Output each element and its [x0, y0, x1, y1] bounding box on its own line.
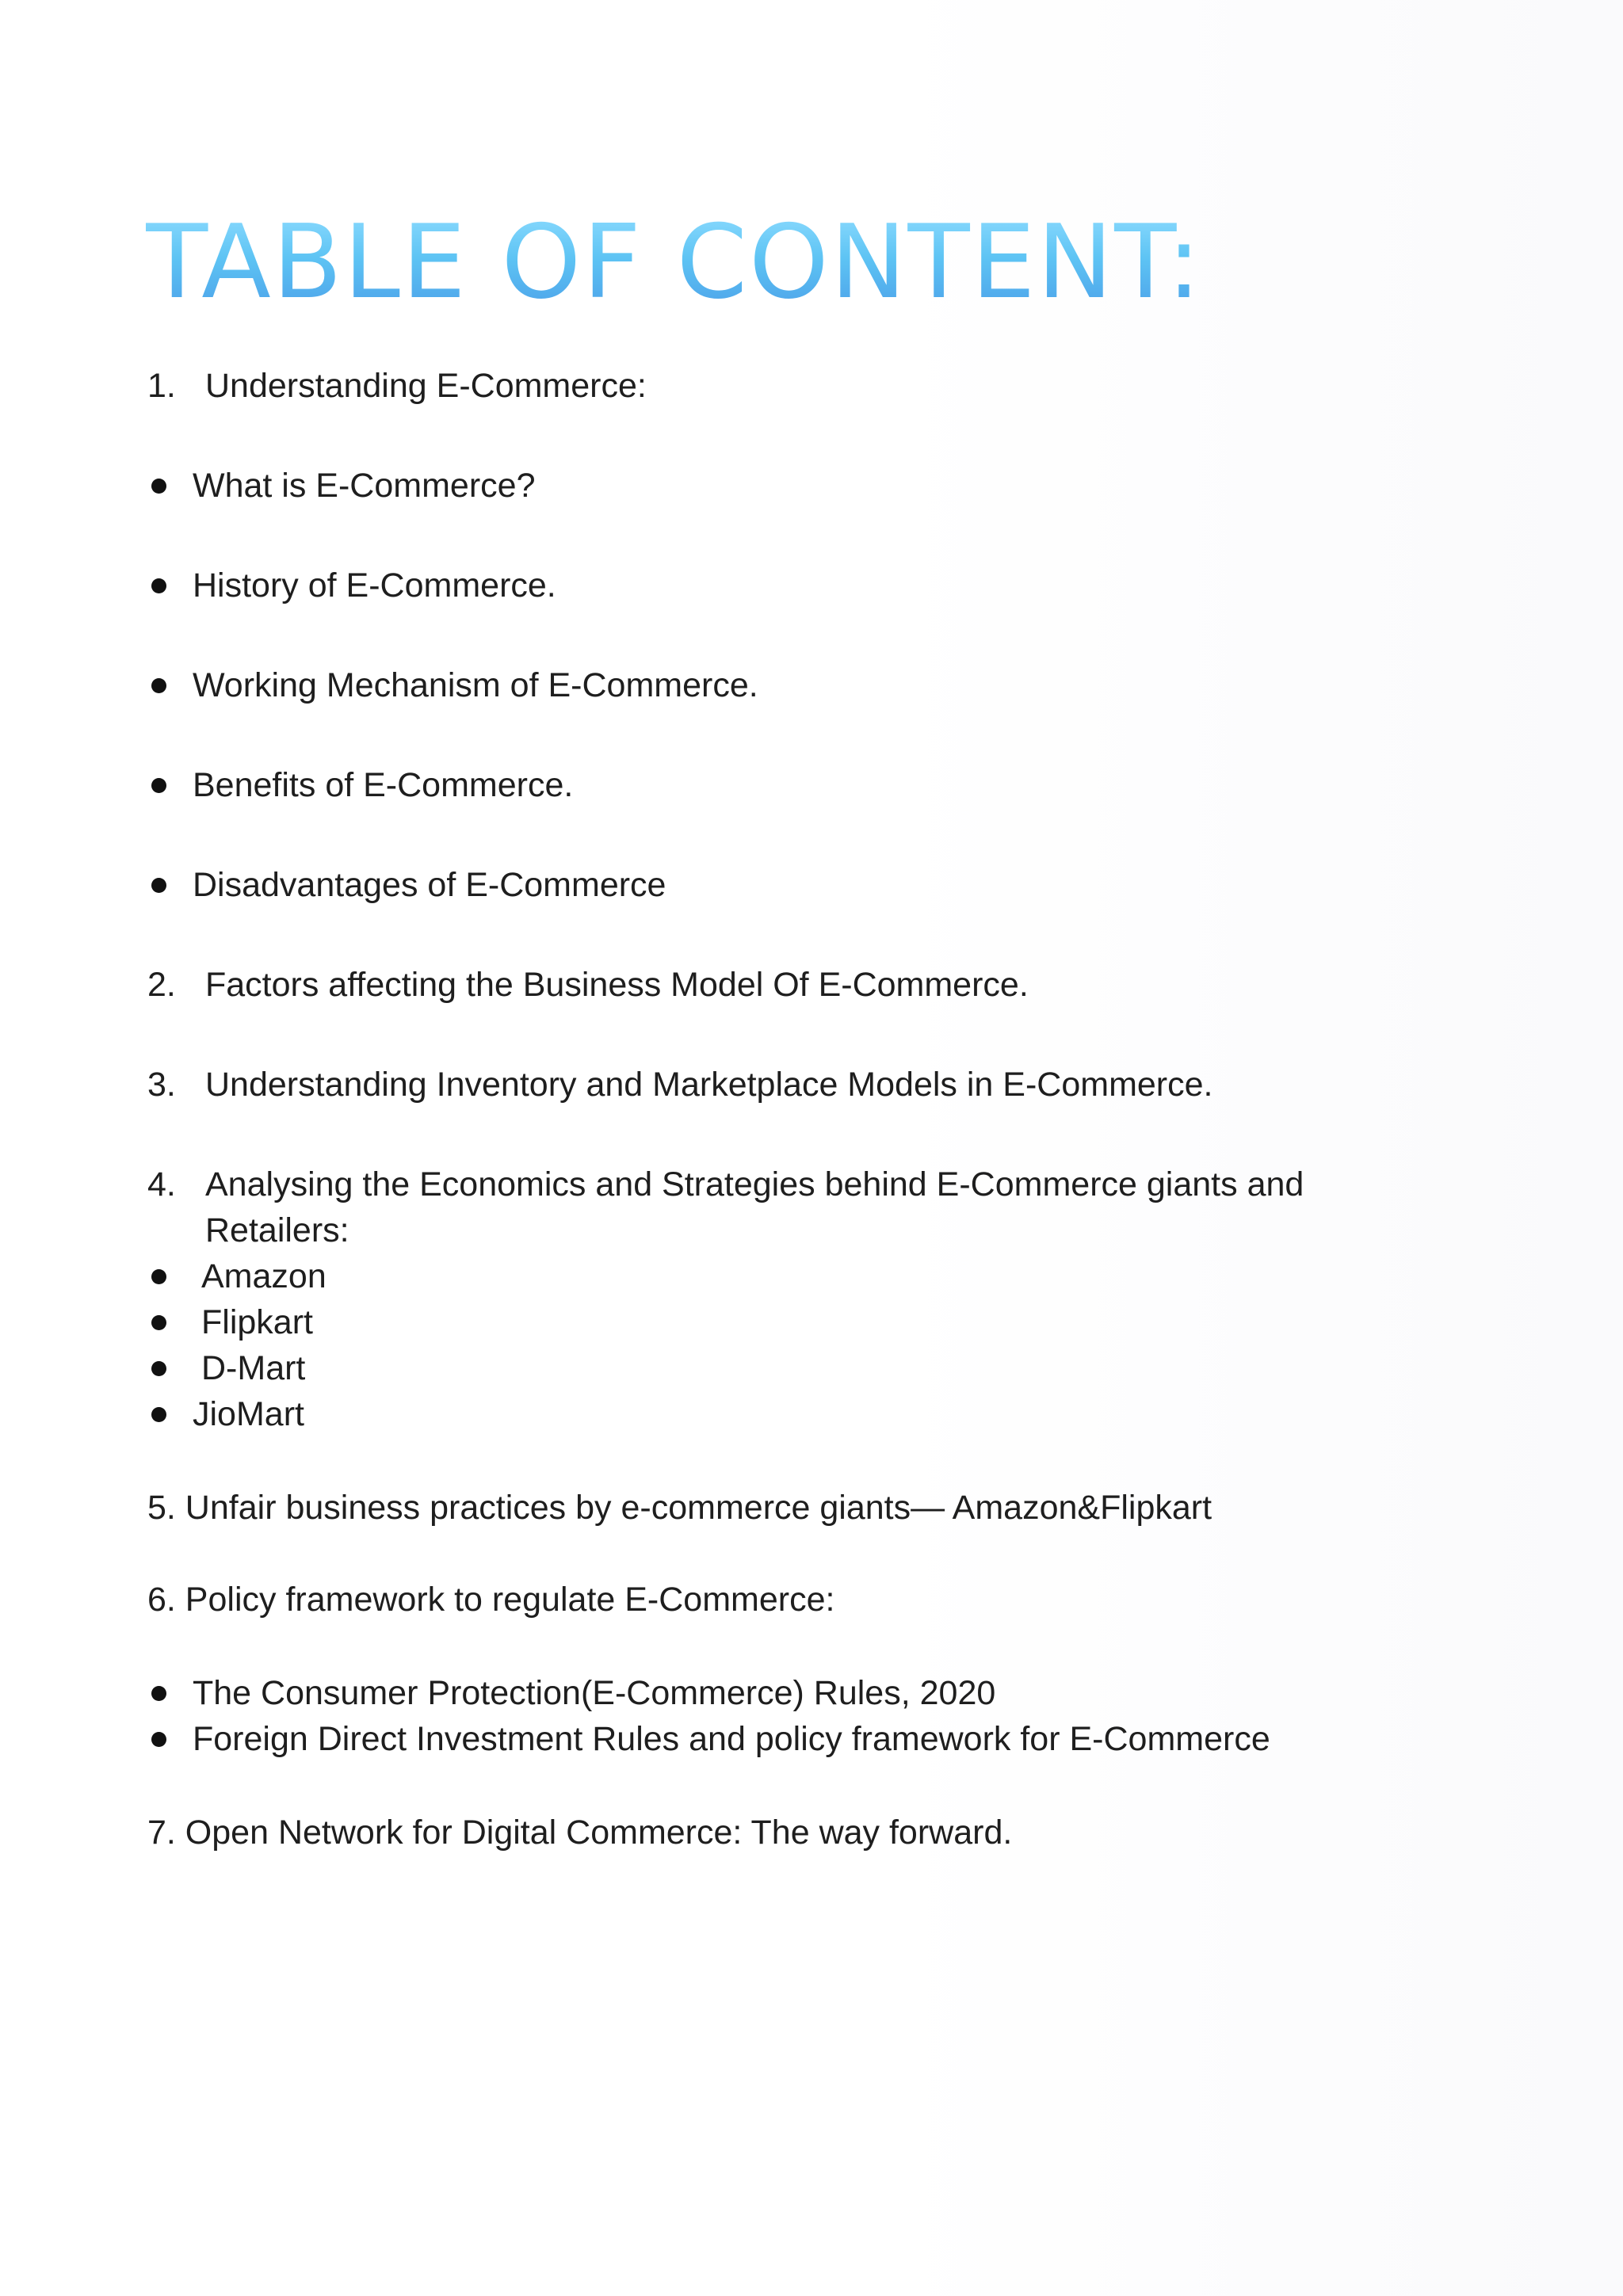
bullet-icon — [151, 878, 166, 893]
section-title: Understanding E-Commerce: — [205, 367, 647, 405]
bullet-icon — [151, 1269, 166, 1284]
bullet-icon — [151, 578, 166, 593]
section-title: Understanding Inventory and Marketplace Models in E-Commerce. — [205, 1066, 1213, 1104]
toc-section-6: 6. Policy framework to regulate E-Commerce: — [147, 1581, 835, 1619]
item-text: The Consumer Protection(E-Commerce) Rules, 2020 — [193, 1674, 996, 1712]
page-title: TABLE OF CONTENT: — [146, 204, 1203, 322]
bullet-icon — [151, 1361, 166, 1376]
bullet-icon — [151, 1407, 166, 1422]
item-text: JioMart — [193, 1395, 304, 1433]
bullet-icon — [151, 678, 166, 693]
section-number: 1. — [147, 367, 176, 405]
section-number: 2. — [147, 966, 176, 1004]
toc-section-7: 7. Open Network for Digital Commerce: The way forward. — [147, 1814, 1013, 1852]
item-text: D-Mart — [201, 1349, 306, 1387]
toc-section-3 — [147, 1062, 1212, 1108]
item-text: History of E-Commerce. — [193, 566, 556, 605]
bullet-icon — [151, 479, 166, 494]
toc-section-1 — [147, 363, 647, 409]
section-title: Factors affecting the Business Model Of E-Commerce. — [205, 966, 1029, 1004]
item-text: Foreign Direct Investment Rules and policy framework for E-Commerce — [193, 1720, 1270, 1758]
section-title: Analysing the Economics and Strategies behind E-Commerce giants and — [205, 1165, 1304, 1203]
bullet-icon — [151, 1732, 166, 1747]
toc-section-2 — [147, 962, 1029, 1008]
bullet-icon — [151, 1686, 166, 1701]
toc-section-4 — [147, 1161, 1304, 1207]
toc-section-5: 5. Unfair business practices by e-commerce giants— Amazon&Flipkart — [147, 1489, 1212, 1527]
toc-section-4-continuation: Retailers: — [205, 1211, 349, 1249]
item-text: Benefits of E-Commerce. — [193, 766, 574, 804]
item-text: What is E-Commerce? — [193, 467, 536, 505]
item-text: Amazon — [201, 1257, 327, 1295]
item-text: Disadvantages of E-Commerce — [193, 866, 666, 904]
section-number: 4. — [147, 1165, 176, 1203]
bullet-icon — [151, 1315, 166, 1330]
bullet-icon — [151, 778, 166, 793]
item-text: Flipkart — [201, 1303, 313, 1341]
section-number: 3. — [147, 1066, 176, 1104]
item-text: Working Mechanism of E-Commerce. — [193, 666, 758, 704]
